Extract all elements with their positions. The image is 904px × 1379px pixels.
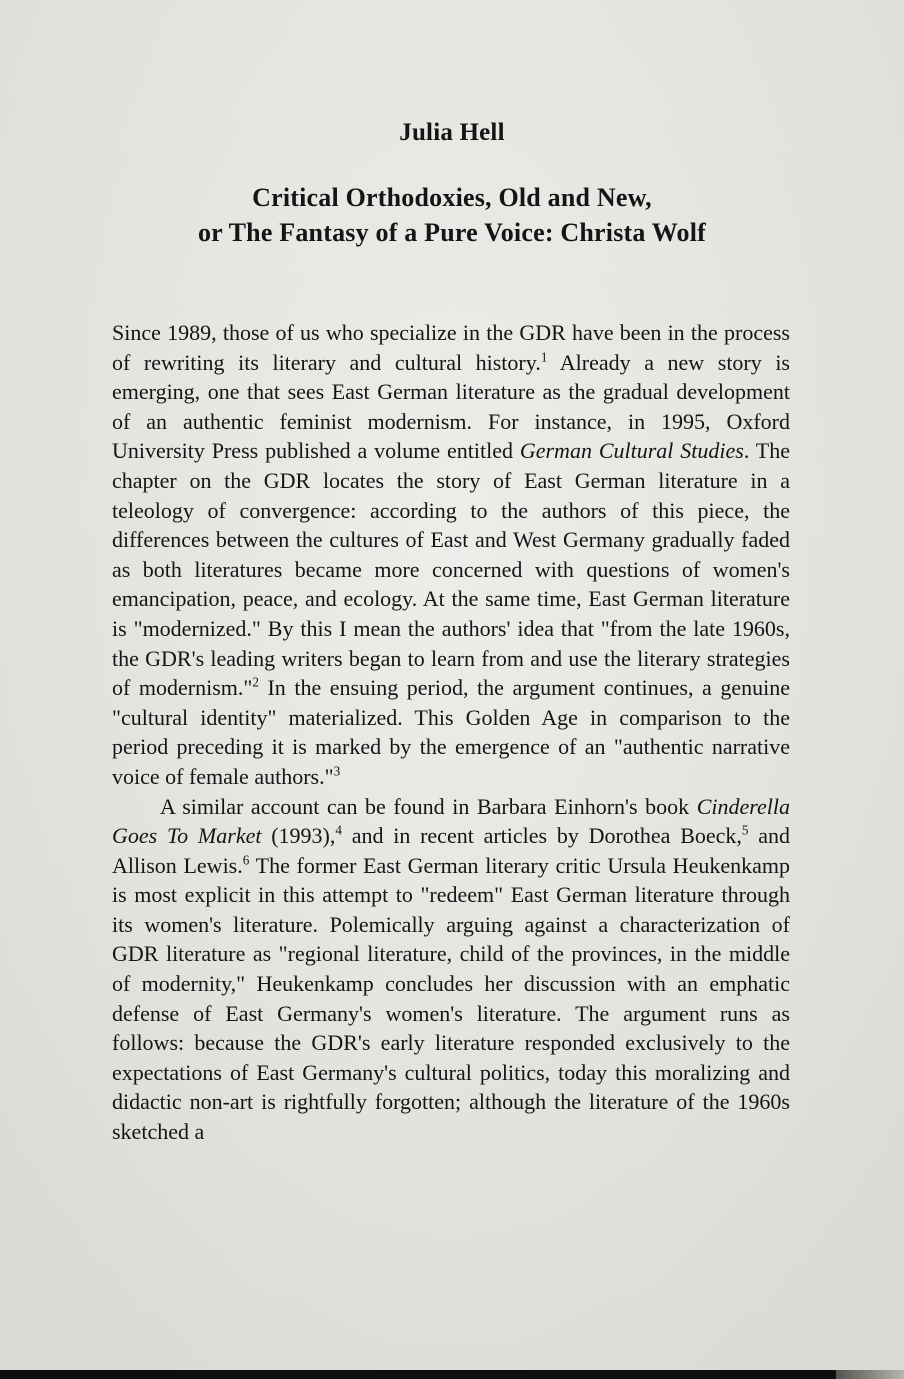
text-run: and Allison Lewis. (112, 823, 791, 878)
paragraph (112, 318, 790, 792)
text-run: Already a new story is emerging, one that sees East German literature as the gradual development of an authentic feminist modernism. For instance, in 1995, Oxford University Press published a volume entitled (112, 349, 790, 464)
footnote-marker: 4 (335, 822, 342, 838)
footnote-marker: 3 (333, 763, 341, 779)
text-run: A similar account can be found in Barbara Einhorn's book (160, 793, 697, 819)
text-run: Since 1989, those of us who specialize in the GDR have been in the process of rewriting its literary and cultural history. (112, 320, 790, 375)
footnote-marker: 2 (252, 674, 259, 690)
title-line-1: Critical Orthodoxies, Old and New, (252, 183, 652, 212)
title-line-2: or The Fantasy of a Pure Voice: Christa Wolf (197, 218, 707, 247)
footnote-marker: 6 (242, 852, 250, 868)
text-run: The former East German literary critic Ursula Heukenkamp is most explicit in this attempt to "redeem" East German literature through its women's literature. Polemically arguing against a characterization of GDR literature as "regional literature, child of the provinces, in the middle of modernity," Heukenkamp concludes her discussion with an emphatic defense of East Germany's women's literature. The argument runs as follows: because the GDR's early literature responded exclusively to the expectations of East Germany's cultural politics, today this moralizing and didactic non-art is rightfully forgotten; although the literature of the 1960s sketched a (112, 852, 790, 1145)
body-text (112, 318, 790, 1147)
italic-text: Cinderella Goes To Market (112, 793, 790, 849)
text-run: (1993), (261, 823, 336, 849)
text-run: . The chapter on the GDR locates the story of East German literature in a teleology of convergence: according to the authors of this piece, the differences between the cultures of East and West Germany gradually faded as both literatures became more concerned with questions of women's emancipation, peace, and ecology. At the same time, East German literature is "modernized." By this I mean the authors' idea that "from the late 1960s, the GDR's leading writers began to learn from and use the literary strategies of modernism." (112, 438, 790, 701)
page-title (0, 180, 904, 250)
paragraph (112, 792, 790, 1147)
author-name: Julia Hell (399, 119, 505, 146)
scan-edge-artifact (0, 1370, 836, 1379)
footnote-marker: 1 (540, 349, 548, 365)
text-run: and in recent articles by Dorothea Boeck, (341, 823, 742, 849)
footnote-marker: 5 (741, 822, 749, 838)
scan-edge-fade (836, 1370, 904, 1379)
text-run: In the ensuing period, the argument continues, a genuine "cultural identity" materialized. This Golden Age in comparison to the period preceding it is marked by the emergence of an "authentic narrative voice of female authors." (112, 675, 790, 789)
italic-text: German Cultural Studies (519, 438, 744, 464)
